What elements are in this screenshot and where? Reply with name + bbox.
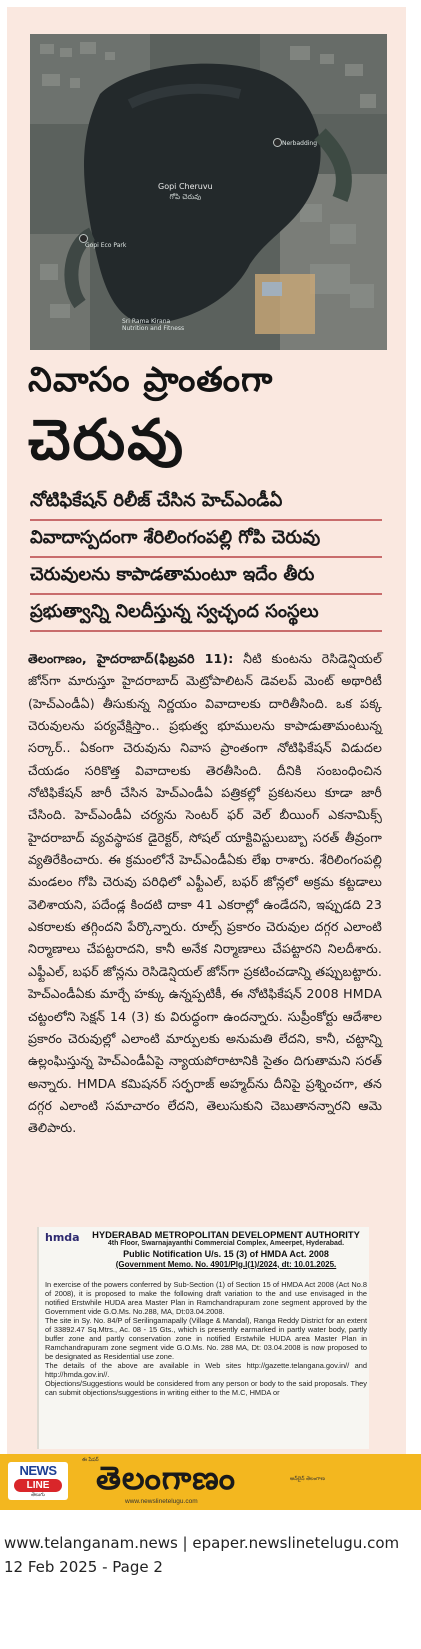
newsline-logo: [8, 1462, 68, 1500]
logo-line-text: LINE: [14, 1479, 62, 1492]
logo-sub-text: తెలుగు: [31, 1492, 45, 1498]
notice-para: Objections/Suggestions would be considered from any person or body to the said proposals. They can submit objections/suggestions in writing either to the M.C, HMDA or: [45, 1379, 367, 1398]
headline-line2: చెరువు: [28, 408, 186, 473]
map-label-fitness: Sri Rama Kirana Nutrition and Fitness: [122, 318, 185, 332]
subheadline-2: వివాదాస్పదంగా శేరిలింగంపల్లి గోపి చెరువు: [30, 524, 382, 558]
masthead-small-text: ఈ పేపర్: [82, 1457, 99, 1463]
notice-body: [45, 1281, 367, 1399]
map-label-park: Gopi Eco Park: [85, 242, 127, 249]
footer-links[interactable]: www.telanganam.news | epaper.newslinetelugu.com: [4, 1534, 400, 1552]
masthead-tagline: ఆన్‌లైన్ తెలంగాణ: [290, 1476, 325, 1482]
map-label-ne: Nerbadding: [282, 140, 318, 147]
satellite-map-image: [30, 34, 387, 350]
subheadline-1: నోటిఫికేషన్ రిలీజ్ చేసిన హెచ్ఎండీఏ: [30, 487, 382, 521]
notice-para: In exercise of the powers conferred by Sub-Section (1) of Section 15 of HMDA Act 2008 (Act No.8 of 2008), it is proposed to make the following draft variation to the and use envisaged in the notified Erstwhile HUDA area Master Plan in Ramchandrapuram zone segment approved by the Government vide G.O.Ms. No.288, MA, Dt:03.04.2008.: [45, 1280, 367, 1316]
map-pin-icon: [273, 138, 282, 147]
notice-authority: HYDERABAD METROPOLITAN DEVELOPMENT AUTHORITY: [92, 1229, 360, 1240]
notice-memo: (Government Memo. No. 4901/Plg.I(1)/2024, dt: 10.01.2025.: [115, 1259, 337, 1269]
article-body-text: నీటి కుంటను రెసిడెన్షియల్ జోన్‌గా మారుస్తూ హైదరాబాద్ మెట్రోపాలిటన్ డెవలప్ మెంట్ అథారిటీ (హెచ్ఎండీఏ) తీసుకున్న నిర్ణయం వివాదాలకు దారితీసింది. ఒక పక్క చెరువులను పర్యవేక్షిస్తాం.. ప్రభుత్వ భూములను కాపాడుతామంటున్న సర్కార్.. ఏకంగా చెరువును నివాస ప్రాంతంగా నోటిఫికేషన్ విడుదల చేయడం సరికొత్త వివాదాలకు తెరతీసింది. దీనికి సంబంధించిన నోటిఫికేషన్ జారీ చేసిన హెచ్ఎండీఏ పత్రికల్లో ప్రకటనలు కూడా జారీ చేసింది. హెచ్ఎండీఏ చర్యను సెంటర్ ఫర్ వెల్ బీయింగ్ ఎకనామిక్స్ హైదరాబాద్ వ్యవస్థాపక డైరెక్టర్, సోషల్ యాక్టివిస్టులుబ్బా సరత్ తీవ్రంగా వ్యతిరేకించారు. ఈ క్రమంలోనే హెచ్ఎండీఏకు లేఖ రాశారు. శేరిలింగంపల్లి మండలం గోపి చెరువు పరిధిలో ఎఫ్టీఎల్, బఫర్ జోన్లలో అక్రమ కట్టడాలు వెలిశాయని, పదేండ్ల కిందటి దాకా 41 ఎకరాల్లో ఉండేదని, ఇప్పుడది 23 ఎకరాలకు తగ్గిందని పేర్కొన్నారు. రూల్స్ ప్రకారం చెరువుల దగ్గర ఎలాంటి నిర్మాణాలు చేపట్టరాదని, కానీ అనేక నిర్మాణాలు చేపట్టారని నిలదీశారు. ఎఫ్టీఎల్, బఫర్ జోన్లను రెసిడెన్షియల్ జోన్‌గా ప్రకటించడాన్ని తప్పుబట్టారు. హెచ్ఎండీఏకు మార్చే హక్కు ఉన్నప్పటికీ, ఈ నోటిఫికేషన్ 2008 HMDA చట్టంలోని సెక్షన్ 14 (3) కు విరుద్ధంగా ఉందన్నారు. సుప్రీంకోర్టు ఆదేశాల ప్రకారం చెరువుల్లో ఎలాంటి మార్పులకు అనుమతి లేదని, కానీ, చట్టాన్ని ఉల్లంఘిస్తున్న హెచ్ఎండీఏపై న్యాయపోరాటానికి సైతం దిగుతామని సరత్ అన్నారు. HMDA కమిషనర్ సర్ఫరాజ్ అహ్మద్‌ను దీనిపై ప్రశ్నించగా, తన దగ్గర ఎలాంటి సమాచారం లేదని, తెలుసుకుని చెబుతానన్నారని ఆమె తెలిపారు.: [28, 651, 382, 1136]
notice-title: Public Notification U/s. 15 (3) of HMDA Act. 2008: [123, 1248, 329, 1259]
headline-line1: నివాసం ప్రాంతంగా: [28, 360, 274, 400]
footer: [0, 1454, 421, 1649]
notice-address: 4th Floor, Swarnajayanthi Commercial Complex, Ameerpet, Hyderabad.: [107, 1240, 345, 1247]
notice-para: The details of the above are available in Web sites http://gazette.telangana.gov.in// and http://hmda.gov.in//.: [45, 1361, 367, 1380]
public-notice-image: [37, 1227, 369, 1449]
masthead-banner: [0, 1454, 421, 1510]
footer-date-page: 12 Feb 2025 - Page 2: [4, 1558, 163, 1576]
map-label-gopi-cheruvu: Gopi Cheruvu గోపి చెరువు: [158, 182, 213, 201]
notice-header: [87, 1229, 365, 1270]
subheadline-3: చెరువులను కాపాడతామంటూ ఇదేం తీరు: [30, 561, 382, 595]
logo-news-text: NEWS: [19, 1463, 57, 1478]
dateline: తెలంగాణం, హైదరాబాద్(ఫిబ్రవరి 11):: [28, 651, 234, 666]
masthead-url: www.newslinetelugu.com: [125, 1498, 198, 1505]
subheadline-4: ప్రభుత్వాన్ని నిలదీస్తున్న స్వచ్ఛంద సంస్థలు: [30, 598, 382, 632]
hmda-logo: hmda: [45, 1231, 80, 1244]
notice-para: The site in Sy. No. 84/P of Serilingamapally (Village & Mandal), Ranga Reddy District for an extent of 33892.47 Sq.Mtrs., Ac. 08 - 15 Gts., which is presently earmarked in partly water body, partly buffer zone and partly conservation zone in notified Erstwhile HUDA area Master Plan in Ramchandrapuram zone segment vide G.O.Ms. No. 288 MA, Dt: 03.04.2008 is now proposed to be designated as Residential use zone.: [45, 1316, 367, 1361]
masthead-title: తెలంగాణం: [96, 1459, 236, 1497]
article-body: [28, 648, 382, 1140]
